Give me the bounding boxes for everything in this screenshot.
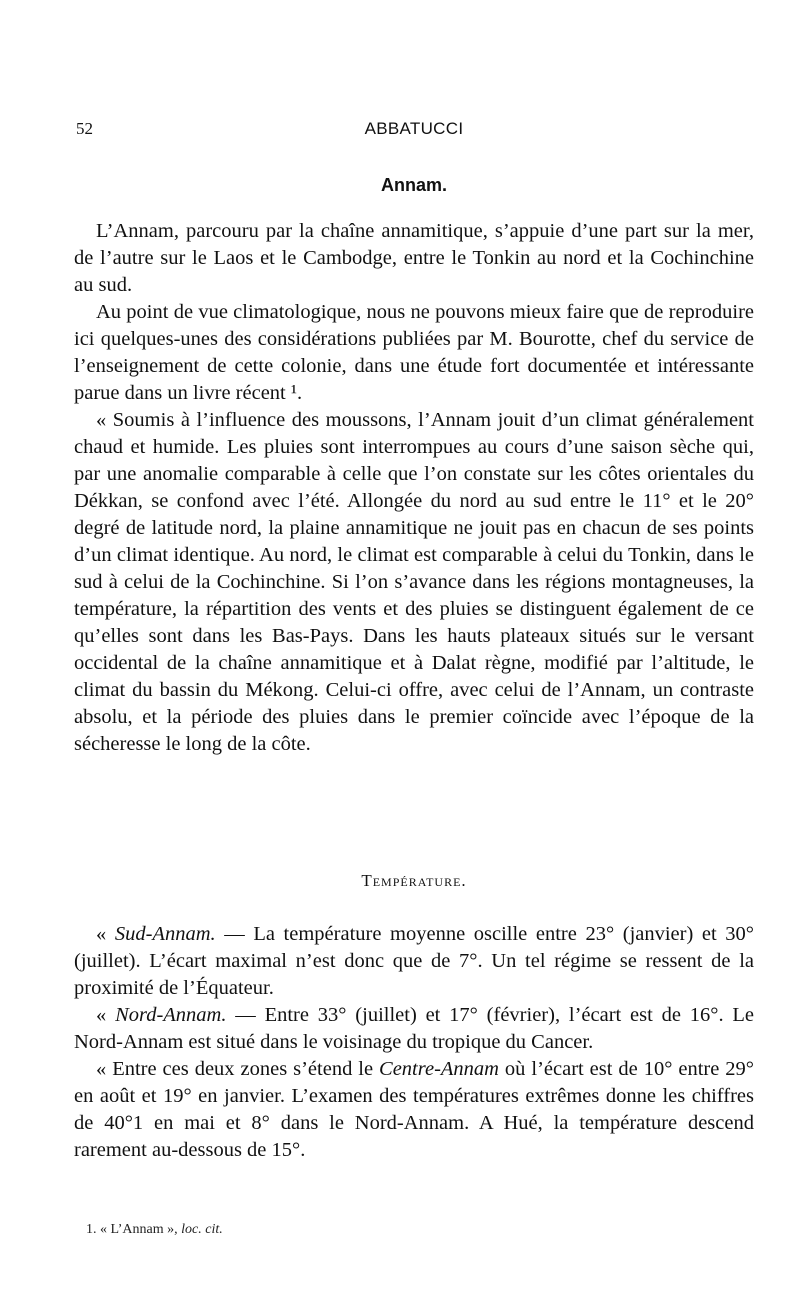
- running-head: [74, 119, 754, 143]
- book-page: [74, 0, 754, 1304]
- region-name: Sud-Annam.: [114, 923, 216, 945]
- paragraph-text: — La température moyenne oscille entre 23° (janvier) et 30° (juillet). L’écart maximal n’est donc que de 7°. Un tel régime se ressent de la proximité de l’Équateur.: [74, 923, 754, 999]
- footnote-title: « L’Annam »,: [100, 1222, 178, 1237]
- quote-mark: «: [96, 1004, 116, 1026]
- temperature-text: [74, 921, 754, 1164]
- section-title: Annam.: [380, 175, 447, 195]
- running-title: ABBATUCCI: [364, 119, 464, 138]
- nord-annam-paragraph: [74, 1002, 754, 1056]
- paragraph-text: où l’écart est de 10° entre 29° en août et 19° en janvier. L’examen des températures extrêmes donne les chiffres de 40°1 en mai et 8° dans le Nord-Annam. A Hué, la température descend rarement au-dessous de 15°.: [74, 1058, 754, 1161]
- quoted-paragraph: « Soumis à l’influence des moussons, l’Annam jouit d’un climat généralement chaud et humide. Les pluies sont interrompues au cours d’une saison sèche qui, par une anomalie comparable à celle que l’on constate sur les côtes orientales du Dékkan, se confond avec l’été. Allongée du nord au sud entre le 11° et le 20° degré de latitude nord, la plaine annamitique ne jouit pas en chacun de ses points d’un climat identique. Au nord, le climat est comparable à celui du Tonkin, dans le sud à celui de la Cochinchine. Si l’on s’avance dans les régions montagneuses, la température, la répartition des vents et des pluies se distinguent également de ce qu’elles sont dans les Bas-Pays. Dans les hauts plateaux situés sur le versant occidental de la chaîne annamitique et à Dalat règne, modifié par l’altitude, le climat du bassin du Mékong. Celui-ci offre, avec celui de l’Annam, un contraste absolu, et la période des pluies dans le premier coïncide avec l’époque de la sécheresse le long de la côte.: [74, 409, 754, 755]
- sud-annam-paragraph: [74, 921, 754, 1002]
- paragraph: Au point de vue climatologique, nous ne pouvons mieux faire que de reproduire ici quelques-unes des considérations publiées par M. Bourotte, chef du service de l’enseignement de cette colonie, dans une étude fort documentée et intéressante parue dans un livre récent ¹.: [74, 301, 754, 404]
- footnote-number: 1.: [86, 1222, 97, 1237]
- footnote: [86, 1222, 223, 1238]
- footnote-reference: loc. cit.: [181, 1222, 223, 1237]
- page-number: 52: [76, 119, 93, 138]
- paragraph: L’Annam, parcouru par la chaîne annamitique, s’appuie d’une part sur la mer, de l’autre sur le Laos et le Cambodge, entre le Tonkin au nord et la Cochinchine au sud.: [74, 220, 754, 296]
- paragraph-text: « Entre ces deux zones s’étend le: [96, 1058, 380, 1080]
- quote-mark: «: [96, 923, 115, 945]
- temperature-subheading: Température.: [361, 871, 467, 890]
- region-name: Nord-Annam.: [115, 1004, 227, 1026]
- centre-annam-paragraph: [74, 1056, 754, 1164]
- paragraph-text: — Entre 33° (juillet) et 17° (février), l’écart est de 16°. Le Nord-Annam est situé dans le voisinage du tropique du Cancer.: [74, 1004, 755, 1053]
- region-name: Centre-Annam: [379, 1058, 499, 1080]
- intro-text: [74, 218, 754, 758]
